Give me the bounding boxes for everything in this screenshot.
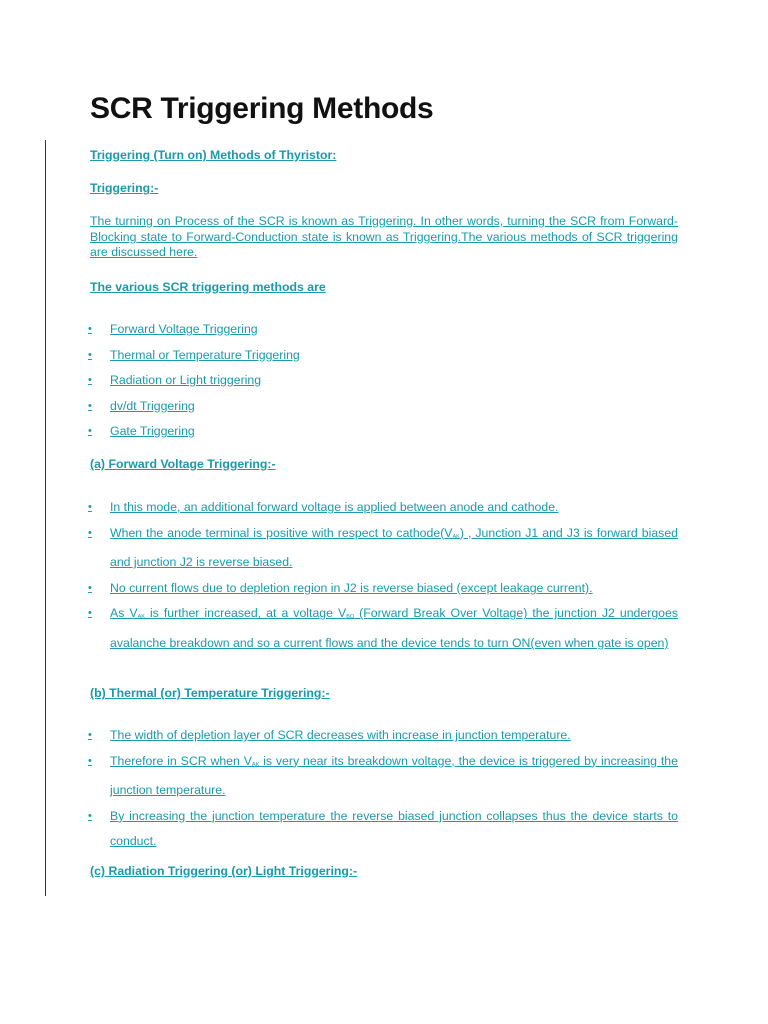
section-a-list — [90, 495, 678, 657]
list-item[interactable]: • Radiation or Light triggering — [90, 368, 678, 394]
page-title: SCR Triggering Methods — [90, 92, 434, 125]
bullet-icon: • — [88, 809, 92, 822]
bullet-icon: • — [88, 374, 92, 387]
list-item[interactable]: • Forward Voltage Triggering — [90, 317, 678, 343]
heading-section-a[interactable]: (a) Forward Voltage Triggering:- — [90, 457, 276, 471]
intro-paragraph[interactable]: The turning on Process of the SCR is known as Triggering. In other words, turning the SCR from Forward-Blocking state to Forward-Conduction state is known as Triggering.The various methods of SCR triggering are discussed here. — [90, 214, 678, 260]
bullet-icon: • — [88, 501, 92, 513]
methods-list — [90, 317, 678, 445]
heading-thyristor-methods[interactable]: Triggering (Turn on) Methods of Thyristor: — [90, 148, 337, 162]
heading-triggering[interactable]: Triggering:- — [90, 181, 159, 195]
list-item[interactable]: • Gate Triggering — [90, 419, 678, 445]
list-item[interactable]: • When the anode terminal is positive with respect to $cathode(V_{AK})$ , Junction J1 and J3 is forward biased and junction J2 is reverse biased. — [90, 521, 678, 576]
bullet-icon: • — [88, 729, 92, 741]
list-item[interactable]: • The width of depletion layer of SCR decreases with increase in junction temperature. — [90, 723, 678, 749]
list-item[interactable]: • In this mode, an additional forward voltage is applied between anode and cathode. — [90, 495, 678, 521]
heading-various-methods[interactable]: The various SCR triggering methods are — [90, 280, 326, 294]
heading-section-c[interactable]: (c) Radiation Triggering (or) Light Triggering:- — [90, 864, 358, 878]
bullet-icon: • — [88, 607, 92, 620]
heading-section-b[interactable]: (b) Thermal (or) Temperature Triggering:- — [90, 686, 330, 700]
list-item[interactable]: • Thermal or Temperature Triggering — [90, 343, 678, 369]
bullet-icon: • — [88, 348, 92, 361]
bullet-icon: • — [88, 581, 92, 594]
bullet-icon: • — [88, 399, 92, 412]
bullet-icon: • — [88, 323, 92, 335]
bullet-icon: • — [88, 526, 92, 539]
bullet-icon: • — [88, 754, 92, 767]
list-item[interactable]: • No current flows due to depletion region in J2 is reverse biased (except leakage current). — [90, 576, 678, 602]
bullet-icon: • — [88, 425, 92, 438]
list-item[interactable]: • By increasing the junction temperature the reverse biased junction collapses thus the device starts to conduct. — [90, 804, 678, 855]
page-margin-line — [45, 140, 46, 896]
list-item[interactable]: • dv/dt Triggering — [90, 394, 678, 420]
list-item[interactable]: • Therefore in SCR when $V_{AK}$ is very near its breakdown voltage, the device is triggered by increasing the junction temperature. — [90, 749, 678, 804]
list-item[interactable]: • As $V_{AK}$ is further increased, at a voltage $V_{BO}$ (Forward Break Over Voltage) the junction J2 undergoes avalanche breakdown and so a current flows and the device tends to turn ON(even when gate is open) — [90, 601, 678, 656]
section-b-list — [90, 723, 678, 855]
